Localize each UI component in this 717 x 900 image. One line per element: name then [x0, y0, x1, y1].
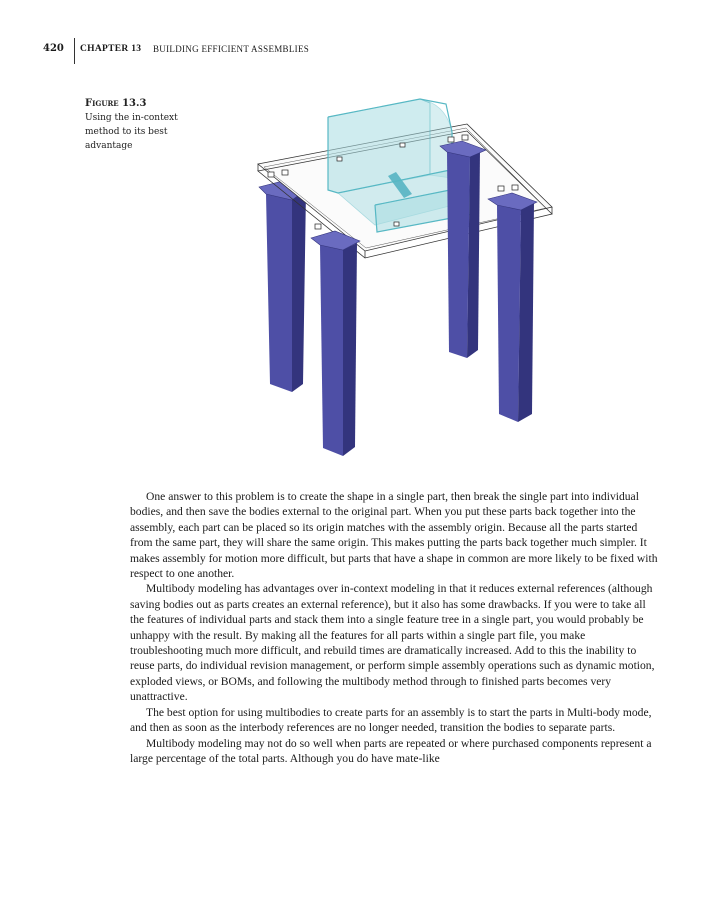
leg-front-left: [311, 231, 360, 456]
chapter-title: BUILDING EFFICIENT ASSEMBLIES: [153, 44, 310, 54]
body-text: [130, 489, 658, 766]
assembly-figure: [245, 90, 565, 465]
paragraph-3: The best option for using multibodies to create parts for an assembly is to start the parts in Multi-body mode, and then as soon as the interbody references are no longer needed, transition the bodies to separate parts.: [130, 705, 652, 735]
page-number: 420: [43, 43, 64, 54]
chapter-label: CHAPTER 13: [80, 44, 142, 54]
leg-back-left: [259, 181, 306, 392]
paragraph-2: Multibody modeling has advantages over in-context modeling in that it reduces external references (although saving bodies out as parts creates an external reference), but it also has some drawbacks. If you were to take all the features of individual parts and stack them into a single feature tree in a single part, you would probably be unhappy with the result. By making all the features for all parts within a single part file, you make troubleshooting much more difficult, and rebuild times are dramatically increased. Add to this the inability to reuse parts, do individual revision management, or perform simple assembly operations such as dynamic motion, exploded views, or BOMs, and following the multibody method through to finished parts becomes very unattractive.: [130, 582, 655, 704]
figure-label: Figure 13.3: [85, 98, 147, 109]
running-header: [0, 38, 717, 68]
header-divider: [74, 38, 75, 64]
caption-text: Using the in-context method to its best advantage: [85, 113, 178, 151]
paragraph-1: One answer to this problem is to create the shape in a single part, then break the single part into individual bodies, and then save the bodies external to the original part. When you put these parts back together into the assembly, each part can be placed so its origin matches with the assembly origin. Because all the parts started from the same part, they will share the same origin. This makes putting the parts back together much simpler. It makes assembly for motion more difficult, but parts that have a shape in common are more likely to be fixed with respect to one another.: [130, 490, 658, 581]
paragraph-4: Multibody modeling may not do so well when parts are repeated or where purchased components represent a large percentage of the total parts. Although you do have mate-like: [130, 736, 652, 765]
figure-caption: [85, 97, 200, 153]
